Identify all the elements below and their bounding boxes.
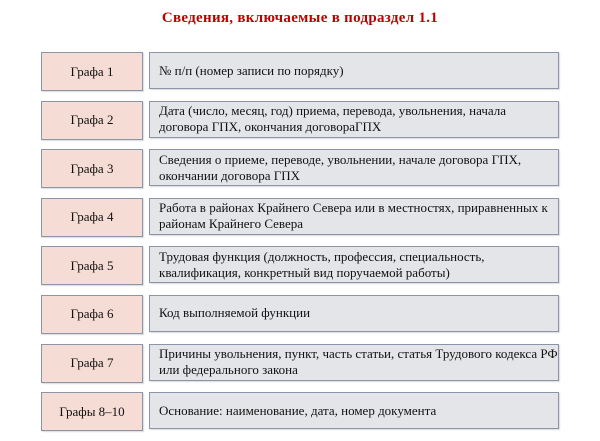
column-description: [149, 392, 559, 429]
description-text: Код выполняемой функции: [159, 305, 311, 321]
column-label: Графы 8–10: [41, 392, 143, 431]
row-grafa-4: [41, 198, 561, 237]
description-text: Работа в районах Крайнего Севера или в местностях, приравненных к районам Крайнего Севера: [159, 200, 548, 232]
column-label: Графа 4: [41, 198, 143, 237]
row-grafa-2: [41, 101, 561, 140]
row-grafa-1: [41, 52, 561, 91]
description-text: Основание: наименование, дата, номер документа: [159, 402, 437, 418]
description-text: Трудовая функция (должность, профессия, специальность, квалификация, конкретный вид поручаемой работы): [159, 248, 485, 280]
column-label: Графа 5: [41, 246, 143, 285]
column-description: [149, 295, 559, 332]
column-description: [149, 101, 559, 138]
description-text: Сведения о приеме, переводе, увольнении, начале договора ГПХ, окончании договора ГПХ: [159, 151, 522, 183]
description-text: № п/п (номер записи по порядку): [159, 62, 344, 78]
column-label: Графа 1: [41, 52, 143, 91]
column-description: [149, 52, 559, 89]
description-text: Дата (число, месяц, год) приема, перевода, увольнения, начала договора ГПХ, окончания договораГПХ: [159, 103, 507, 135]
column-label: Графа 7: [41, 344, 143, 383]
description-text: Причины увольнения, пункт, часть статьи, статья Трудового кодекса РФ или федерального закона: [159, 346, 558, 378]
row-grafa-3: [41, 149, 561, 188]
rows-list: [41, 52, 561, 441]
column-description: [149, 344, 559, 381]
column-description: [149, 246, 559, 283]
row-grafa-6: [41, 295, 561, 334]
page-title: Сведения, включаемые в подраздел 1.1: [161, 10, 439, 26]
column-description: [149, 149, 559, 186]
column-label: Графа 6: [41, 295, 143, 334]
row-grafa-7: [41, 344, 561, 383]
row-grafa-8-10: [41, 392, 561, 431]
column-description: [149, 198, 559, 235]
row-grafa-5: [41, 246, 561, 285]
column-label: Графа 3: [41, 149, 143, 188]
column-label: Графа 2: [41, 101, 143, 140]
